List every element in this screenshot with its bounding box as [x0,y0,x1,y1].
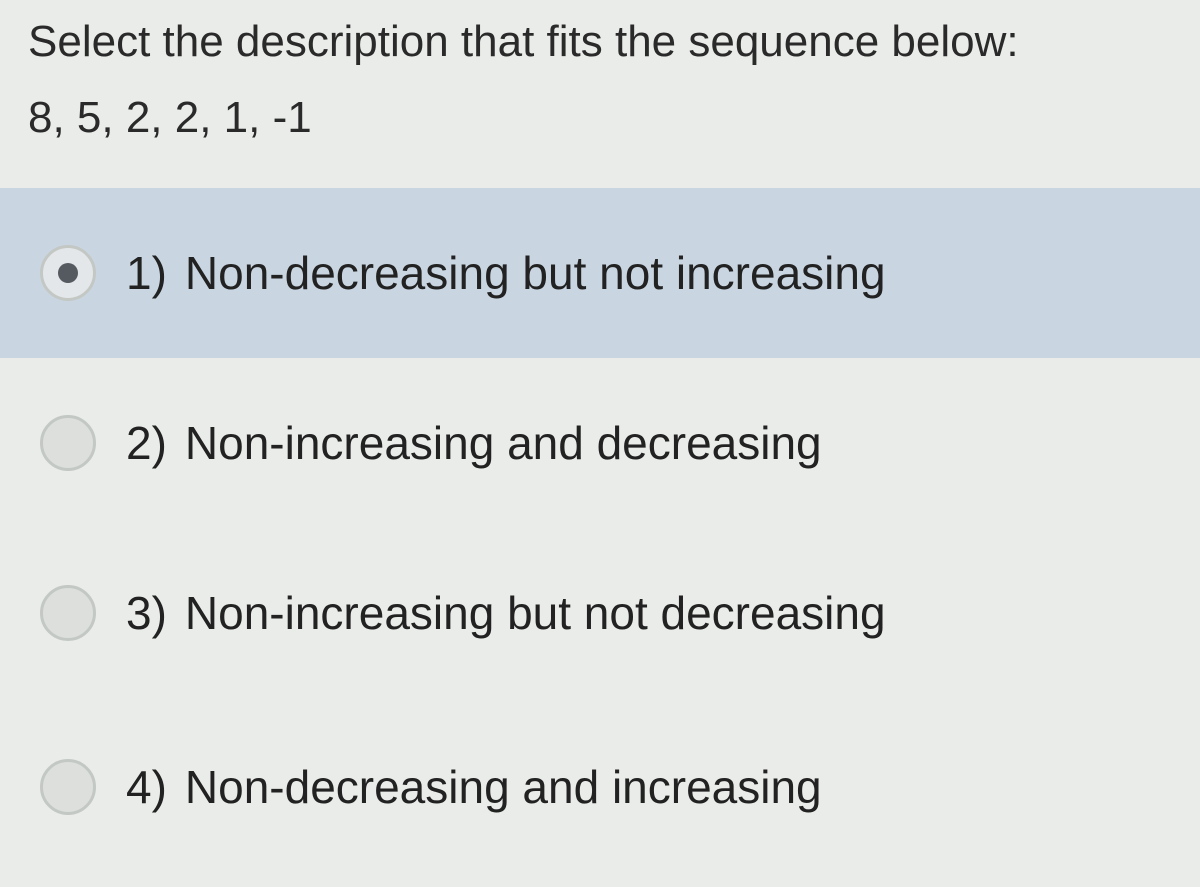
option-1-number: 1) [126,247,167,299]
radio-button-3[interactable] [40,585,96,641]
radio-button-2[interactable] [40,415,96,471]
option-2-number: 2) [126,417,167,469]
radio-selected-dot-icon [58,263,78,283]
radio-button-4[interactable] [40,759,96,815]
option-2-label [126,415,822,471]
option-1[interactable] [0,188,1200,358]
option-3-text: Non-increasing but not decreasing [184,587,886,639]
option-2-text: Non-increasing and decreasing [184,417,822,469]
option-1-text: Non-decreasing but not increasing [184,247,886,299]
option-4[interactable] [0,702,1200,872]
option-3-label [126,585,886,641]
option-3[interactable] [0,528,1200,698]
question-block [28,16,1188,144]
option-1-label [126,245,886,301]
question-prompt: Select the description that fits the sequence below: [28,17,1019,66]
sequence-values: 8, 5, 2, 2, 1, -1 [28,93,312,142]
radio-button-1[interactable] [40,245,96,301]
option-4-number: 4) [126,761,167,813]
option-4-label [126,759,822,815]
option-3-number: 3) [126,587,167,639]
option-2[interactable] [0,358,1200,528]
option-4-text: Non-decreasing and increasing [184,761,822,813]
